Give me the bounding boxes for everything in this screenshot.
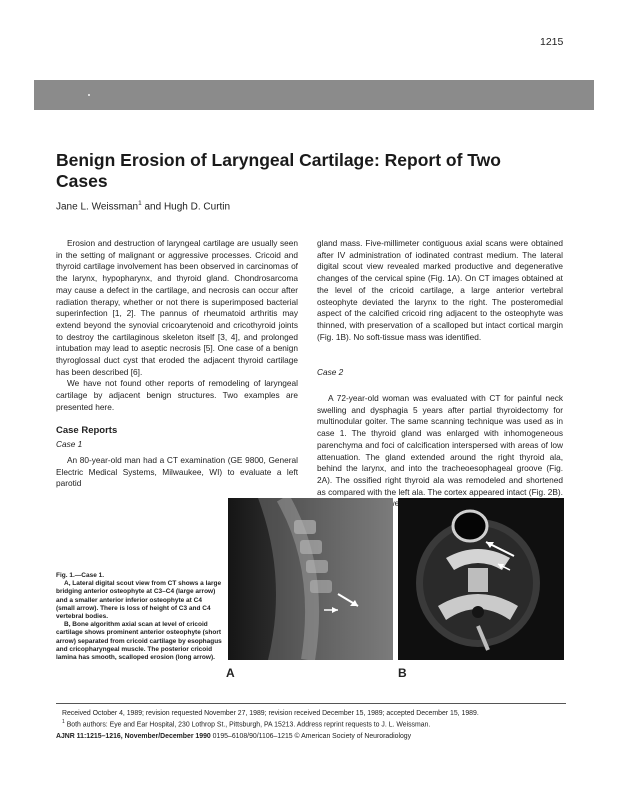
- case-2-paragraph: A 72-year-old woman was evaluated with CT for painful neck swelling and dysphagia 5 years after partial thyroidectomy for multinodular goiter. The same scanning technique was used as in case 1. The thyroid gland was enlarged with inhomogeneous parenchyma and foci of calcification interspersed with areas of low attenuation. The gland extended around the right thyroid ala, behind the larynx, and into the tracheoesophageal groove (Fig. 2A). The ossified right thyroid ala was remodeled and shortened as compared with the left ala. The cortex appeared intact (Fig. 2B).: [317, 393, 563, 497]
- left-column: [56, 238, 298, 490]
- figure-label-b: B: [398, 666, 407, 680]
- page-number: 1215: [540, 36, 564, 48]
- figure-1a-graphic: [228, 498, 393, 660]
- author-2: Hugh D. Curtin: [163, 201, 231, 213]
- figure-1b-axial-ct: [398, 498, 564, 660]
- case-1-paragraph: An 80-year-old man had a CT examination (GE 9800, General Electric Medical Systems, Milwaukee, WI) to evaluate a left parotid: [56, 454, 298, 489]
- journal-citation: AJNR 11:1215–1216, November/December 1990: [56, 733, 211, 740]
- figure-1a-scout-view: [228, 498, 393, 660]
- figure-1-caption: [56, 572, 222, 662]
- footnotes: [62, 709, 562, 730]
- figure-label-a: A: [226, 666, 235, 680]
- affiliation-note: [62, 718, 562, 730]
- header-band: [34, 80, 594, 110]
- affiliation-mark: 1: [62, 719, 65, 726]
- case-2-heading: Case 2: [317, 367, 344, 378]
- case-1-heading: Case 1: [56, 439, 83, 450]
- author-line: [56, 200, 230, 212]
- author-1-footnote-mark: 1: [138, 200, 142, 207]
- article-title: Benign Erosion of Laryngeal Cartilage: Report of Two Cases: [56, 150, 501, 191]
- affiliation-text: Both authors: Eye and Ear Hospital, 230 Lothrop St., Pittsburgh, PA 15213. Address reprint requests to J. L. Weissman.: [64, 721, 431, 729]
- caption-part-b: B, Bone algorithm axial scan at level of cricoid cartilage shows prominent anterior osteophyte (short arrow) separated from cricoid cartilage by esophagus and cricopharyngeal muscle. The posterior cricoid lamina has smooth, scalloped erosion (long arrow).: [56, 621, 222, 662]
- case-reports-heading: Case Reports: [56, 424, 118, 436]
- author-connector: and: [141, 201, 164, 213]
- intro-paragraph-1: Erosion and destruction of laryngeal cartilage are usually seen in the setting of malignant or aggressive processes. Cricoid and thyroid cartilage involvement has been observed in carcinomas of the larynx, hypopharynx, and thyroid gland. Chondrosarcoma may cause a defect in the cartilage, and necrosis can occur after radiation therapy, whether or not there is superimposed bacterial superinfection [1, 2]. The pannus of rheumatoid arthritis may extend beyond the synovial cricoarytenoid and cricothyroid joints to destroy the cartilaginous skeleton itself [3, 4], and prolonged intubation may lead to aseptic necrosis [5]. One case of a benign thyroglossal duct cyst that eroded the adjacent thyroid cartilage has been described [6].: [56, 238, 298, 377]
- figure-1b-graphic: [398, 498, 564, 660]
- received-dates: Received October 4, 1989; revision requested November 27, 1989; revision received December 15, 1989; accepted December 15, 1989.: [62, 710, 479, 717]
- journal-issn: 0195–6108/90/1106–1215 © American Society of Neuroradiology: [210, 733, 412, 740]
- author-1: Jane L. Weissman: [56, 201, 139, 213]
- footnote-divider: [56, 703, 566, 704]
- caption-part-a: A, Lateral digital scout view from CT shows a large bridging anterior osteophyte at C3–C4 (large arrow) and a smaller anterior inferior osteophyte at C4 (small arrow). There is loss of height of C3 and C4 vertebral bodies.: [56, 580, 222, 621]
- case-1-paragraph-continued: gland mass. Five-millimeter contiguous axial scans were obtained after IV administration of iodinated contrast medium. The lateral digital scout view revealed marked productive and degenerative changes of the cervical spine (Fig. 1A). On CT images obtained at the level of the cricoid cartilage, a large anterior vertebral osteophyte deviated the larynx to the right. The posteromedial aspect of the calcified cricoid ring adjacent to the osteophyte was thinned, with preservation of a scalloped but intact cortical margin (Fig. 1B). No soft-tissue mass was identified.: [317, 238, 563, 342]
- journal-citation-line: [56, 733, 411, 740]
- right-column: [317, 238, 563, 522]
- caption-title: Fig. 1.—Case 1.: [56, 572, 105, 579]
- intro-paragraph-2: We have not found other reports of remodeling of laryngeal cartilage by adjacent benign structures. Two examples are presented here.: [56, 378, 298, 412]
